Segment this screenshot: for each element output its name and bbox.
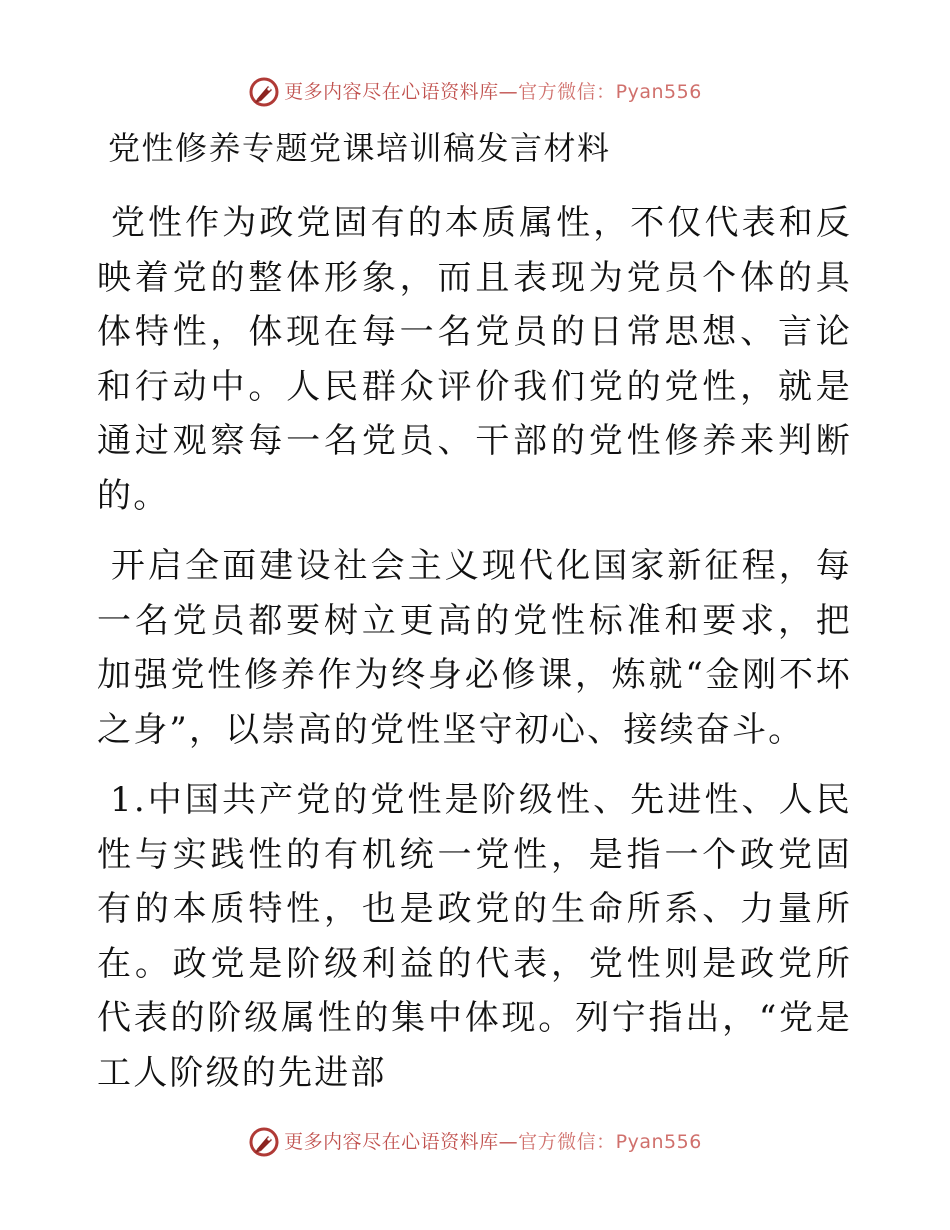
- watermark-text: 更多内容尽在心语资料库: [284, 80, 499, 103]
- paragraph: [97, 196, 852, 523]
- document-body: [97, 196, 852, 1116]
- pen-nib-circle-icon: [248, 76, 280, 108]
- watermark-dash: —: [498, 80, 519, 103]
- watermark-wechat: 官方微信：Pyan556: [518, 80, 702, 103]
- header-watermark: [0, 76, 950, 108]
- paragraph: [97, 539, 852, 757]
- watermark-wechat: 官方微信：Pyan556: [518, 1130, 702, 1153]
- footer-watermark: [0, 1126, 950, 1158]
- watermark-dash: —: [498, 1130, 519, 1153]
- watermark-text: 更多内容尽在心语资料库: [284, 1130, 499, 1153]
- paragraph-text: 开启全面建设社会主义现代化国家新征程，每一名党员都要树立更高的党性标准和要求，把加强党性修养作为终身必修课，炼就“金刚不坏之身”，以崇高的党性坚守初心、接续奋斗。: [97, 546, 852, 750]
- document-title: 党性修养专题党课培训稿发言材料: [108, 129, 611, 167]
- paragraph-text: 1.中国共产党的党性是阶级性、先进性、人民性与实践性的有机统一党性，是指一个政党固有的本质特性，也是政党的生命所系、力量所在。政党是阶级利益的代表，党性则是政党所代表的阶级属性的集中体现。列宁指出，“党是工人阶级的先进部: [97, 780, 852, 1093]
- pen-nib-circle-icon: [248, 1126, 280, 1158]
- paragraph-text: 党性作为政党固有的本质属性，不仅代表和反映着党的整体形象，而且表现为党员个体的具体特性，体现在每一名党员的日常思想、言论和行动中。人民群众评价我们党的党性，就是通过观察每一名党员、干部的党性修养来判断的。: [97, 203, 852, 516]
- paragraph: [97, 773, 852, 1100]
